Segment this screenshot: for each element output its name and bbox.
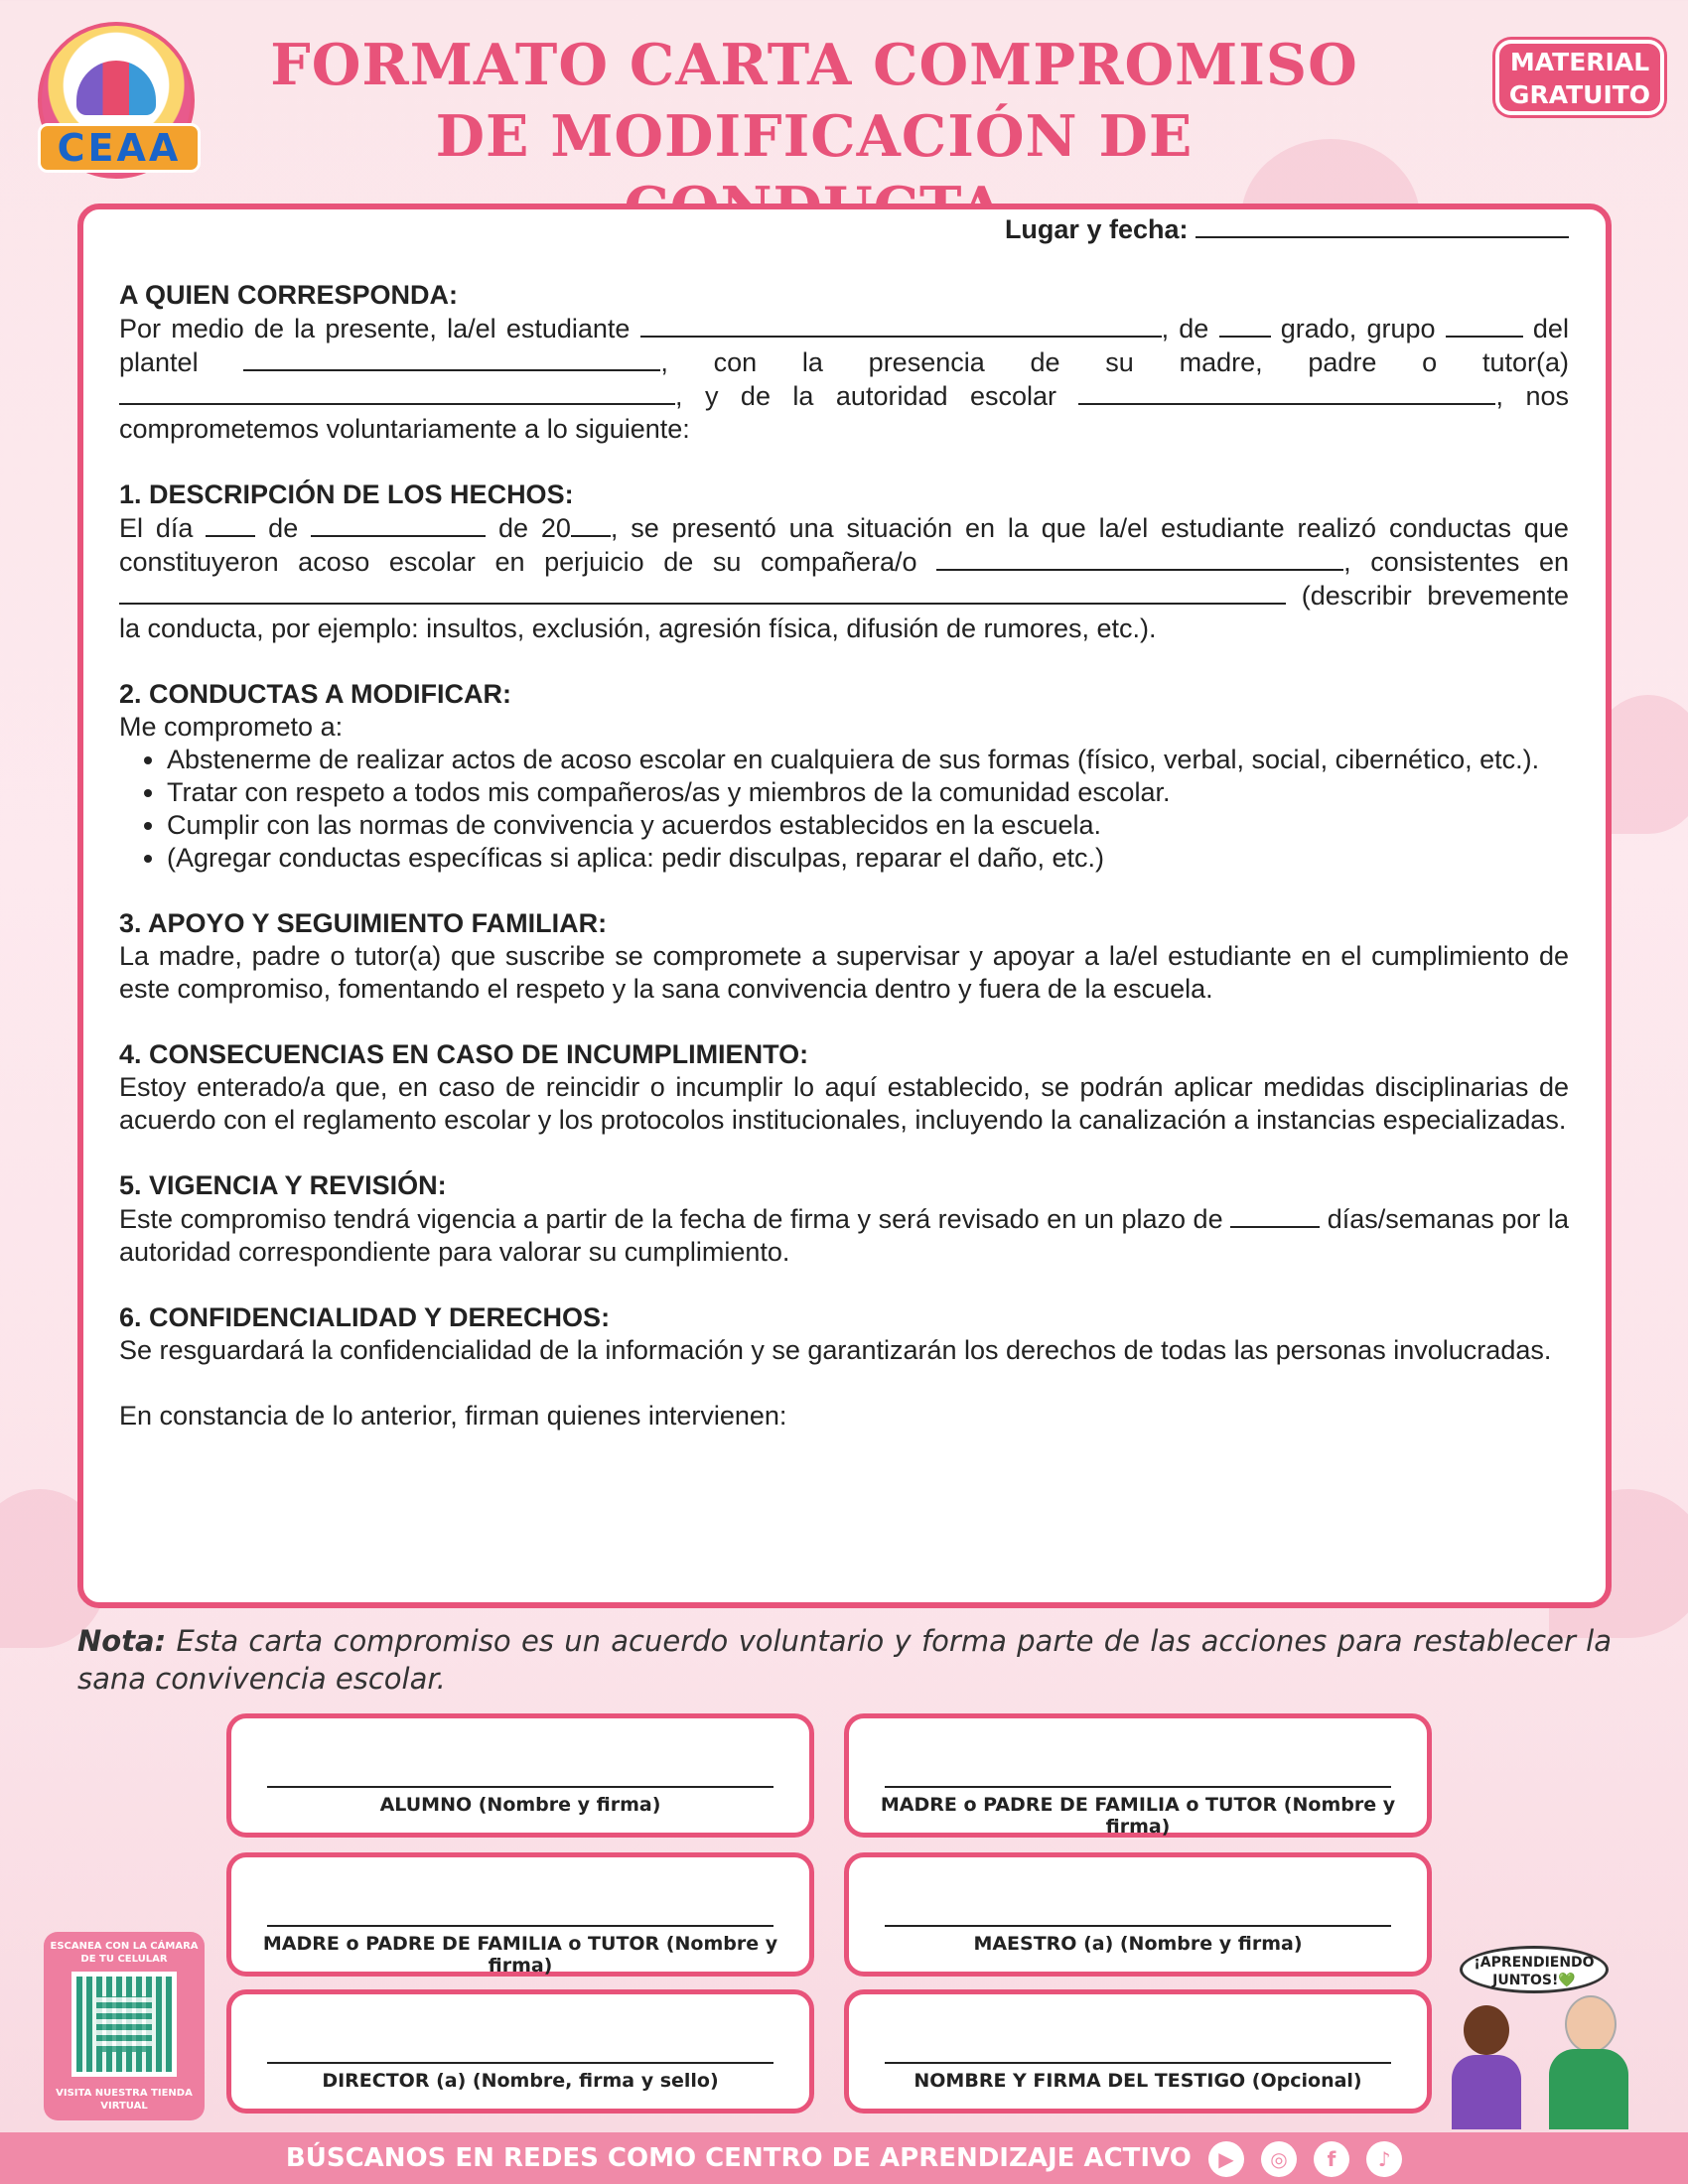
family-heading: 3. APOYO Y SEGUIMIENTO FAMILIAR: — [119, 908, 608, 938]
qr-top-text: ESCANEA CON LA CÁMARA DE TU CELULAR — [50, 1941, 199, 1965]
logo-text: CEAA — [38, 123, 201, 173]
intro-text-5: , con la presencia de su madre, padre o tutor(a) — [660, 347, 1569, 377]
day-blank[interactable] — [206, 511, 255, 537]
signature-box-teacher[interactable] — [844, 1852, 1432, 1977]
section-confidentiality — [119, 1301, 1569, 1367]
list-item: • Cumplir con las normas de convivencia y acuerdos establecidos en la escuela. — [167, 809, 1569, 842]
group-blank[interactable] — [1446, 312, 1523, 338]
facts-paragraph — [119, 511, 1569, 645]
validity-heading: 5. VIGENCIA Y REVISIÓN: — [119, 1170, 447, 1200]
signature-label: ALUMNO (Nombre y firma) — [379, 1794, 661, 1816]
list-item: • (Agregar conductas específicas si aplica: pedir disculpas, reparar el daño, etc.) — [167, 842, 1569, 875]
intro-paragraph — [119, 312, 1569, 446]
facts-text-d: , se presentó una situación en la que la/el estudiante realizó conductas que constituyeron acoso escolar en perjuicio de su compañera/o — [119, 513, 1569, 577]
school-blank[interactable] — [243, 345, 660, 371]
section-conducts — [119, 678, 1569, 875]
signature-line — [267, 1786, 774, 1788]
letter-content — [119, 208, 1569, 1433]
consequences-heading: 4. CONSECUENCIAS EN CASO DE INCUMPLIMIENTO: — [119, 1039, 809, 1069]
intro-text-3: grado, grupo — [1280, 314, 1436, 343]
authority-blank[interactable] — [1078, 379, 1495, 405]
signature-box-parent-1[interactable] — [844, 1713, 1432, 1838]
footer-text: BÚSCANOS EN REDES COMO CENTRO DE APRENDIZAJE ACTIVO — [285, 2143, 1192, 2173]
signature-box-parent-2[interactable] — [226, 1852, 814, 1977]
teacher-illustration — [1549, 1995, 1628, 2129]
place-date-label: Lugar y fecha: — [1004, 214, 1189, 244]
intro-heading: A QUIEN CORRESPONDA: — [119, 280, 459, 310]
signature-line — [885, 1786, 1391, 1788]
facts-text-a: El día — [119, 513, 194, 543]
instagram-icon[interactable]: ◎ — [1261, 2141, 1297, 2177]
signature-label: NOMBRE Y FIRMA DEL TESTIGO (Opcional) — [914, 2070, 1362, 2092]
signature-label: DIRECTOR (a) (Nombre, firma y sello) — [322, 2070, 719, 2092]
intro-text-2: , de — [1161, 314, 1209, 343]
signature-box-witness[interactable] — [844, 1989, 1432, 2114]
signature-label: MADRE o PADRE DE FAMILIA o TUTOR (Nombre y firma) — [262, 1933, 778, 1977]
validity-text-b: días/semanas por la autoridad correspondiente para valorar su cumplimiento. — [119, 1204, 1569, 1267]
signature-line — [267, 1925, 774, 1927]
conducts-heading: 2. CONDUCTAS A MODIFICAR: — [119, 679, 511, 709]
youtube-icon[interactable]: ▶ — [1208, 2141, 1244, 2177]
year-blank[interactable] — [571, 511, 611, 537]
intro-text-4: del plantel — [119, 314, 1569, 377]
student-name-blank[interactable] — [640, 312, 1162, 338]
free-material-badge — [1495, 40, 1664, 115]
signature-line — [267, 2062, 774, 2064]
signature-line — [885, 1925, 1391, 1927]
section-facts — [119, 478, 1569, 645]
list-item: • Tratar con respeto a todos mis compañeros/as y miembros de la comunidad escolar. — [167, 776, 1569, 809]
period-blank[interactable] — [1230, 1202, 1320, 1228]
closing-text: En constancia de lo anterior, firman quienes intervienen: — [119, 1401, 787, 1431]
section-consequences — [119, 1038, 1569, 1137]
intro-section — [119, 279, 1569, 446]
badge-line-1: MATERIAL — [1509, 48, 1650, 76]
classmate-blank[interactable] — [936, 545, 1343, 571]
note-text: Esta carta compromiso es un acuerdo voluntario y forma parte de las acciones para restablecer la sana convivencia escolar. — [77, 1624, 1612, 1696]
family-text: La madre, padre o tutor(a) que suscribe se compromete a supervisar y apoyar a la/el estudiante en el cumplimiento de este compromiso, fomentando el respeto y la sana convivencia dentro y fuera de la escuela. — [119, 941, 1569, 1004]
validity-text — [119, 1202, 1569, 1269]
signature-line — [885, 2062, 1391, 2064]
note-label: Nota: — [77, 1624, 167, 1658]
section-validity — [119, 1169, 1569, 1269]
tiktok-icon[interactable]: ♪ — [1366, 2141, 1402, 2177]
note — [77, 1622, 1612, 1698]
facts-text-f: consistentes en — [1370, 547, 1569, 577]
signature-box-director[interactable] — [226, 1989, 814, 2114]
intro-text-6: , y de la autoridad escolar — [675, 381, 1057, 411]
facts-heading: 1. DESCRIPCIÓN DE LOS HECHOS: — [119, 479, 574, 509]
speech-bubble: ¡APRENDIENDO JUNTOS!💚 — [1460, 1946, 1609, 1993]
intro-text-1: Por medio de la presente, la/el estudiante — [119, 314, 631, 343]
place-date-field[interactable] — [119, 212, 1569, 246]
month-blank[interactable] — [311, 511, 486, 537]
badge-line-2: GRATUITO — [1508, 80, 1651, 109]
facts-text-b: de — [268, 513, 299, 543]
signature-box-student[interactable] — [226, 1713, 814, 1838]
signature-label: MADRE o PADRE DE FAMILIA o TUTOR (Nombre y firma) — [880, 1794, 1396, 1838]
place-date-blank[interactable] — [1196, 212, 1569, 238]
facebook-icon[interactable]: f — [1314, 2141, 1349, 2177]
footer-bar — [0, 2132, 1688, 2184]
title-line-1: FORMATO CARTA COMPROMISO — [270, 32, 1358, 98]
teacher-illustration — [1452, 2005, 1521, 2129]
conducts-intro: Me comprometo a: — [119, 712, 344, 742]
confidentiality-text: Se resguardará la confidencialidad de la información y se garantizarán los derechos de todas las personas involucradas. — [119, 1335, 1552, 1365]
ceaa-logo — [38, 22, 195, 179]
facts-text-g: (describir brevemente la conducta, por ejemplo: insultos, exclusión, agresión física, difusión de rumores, etc.). — [119, 581, 1569, 643]
guardian-blank[interactable] — [119, 379, 675, 405]
list-item: • Abstenerme de realizar actos de acoso escolar en cualquiera de sus formas (físico, verbal, social, cibernético, etc.). — [167, 744, 1569, 776]
conduct-blank[interactable] — [119, 579, 1286, 605]
confidentiality-heading: 6. CONFIDENCIALIDAD Y DERECHOS: — [119, 1302, 611, 1332]
signature-label: MAESTRO (a) (Nombre y firma) — [973, 1933, 1303, 1955]
grade-blank[interactable] — [1219, 312, 1271, 338]
validity-text-a: Este compromiso tendrá vigencia a partir de la fecha de firma y será revisado en un plazo de — [119, 1204, 1223, 1234]
title-line-2: DE MODIFICACIÓN DE — [435, 103, 1194, 170]
consequences-text: Estoy enterado/a que, en caso de reincidir o incumplir lo aquí establecido, se podrán aplicar medidas disciplinarias de acuerdo con el reglamento escolar y los protocolos institucionales, incluyendo la canalización a instancias especializadas. — [119, 1072, 1569, 1135]
qr-bottom-text: VISITA NUESTRA TIENDA VIRTUAL — [56, 2088, 193, 2112]
qr-code-icon[interactable] — [71, 1972, 177, 2077]
facts-text-e: , — [1343, 547, 1351, 577]
section-family-support — [119, 907, 1569, 1006]
intro-text-7: , nos comprometemos voluntariamente a lo siguiente: — [119, 381, 1569, 444]
conducts-list — [119, 744, 1569, 875]
facts-text-c: de 20 — [497, 513, 571, 543]
children-illustration — [76, 61, 156, 115]
qr-promo[interactable] — [44, 1932, 205, 2120]
